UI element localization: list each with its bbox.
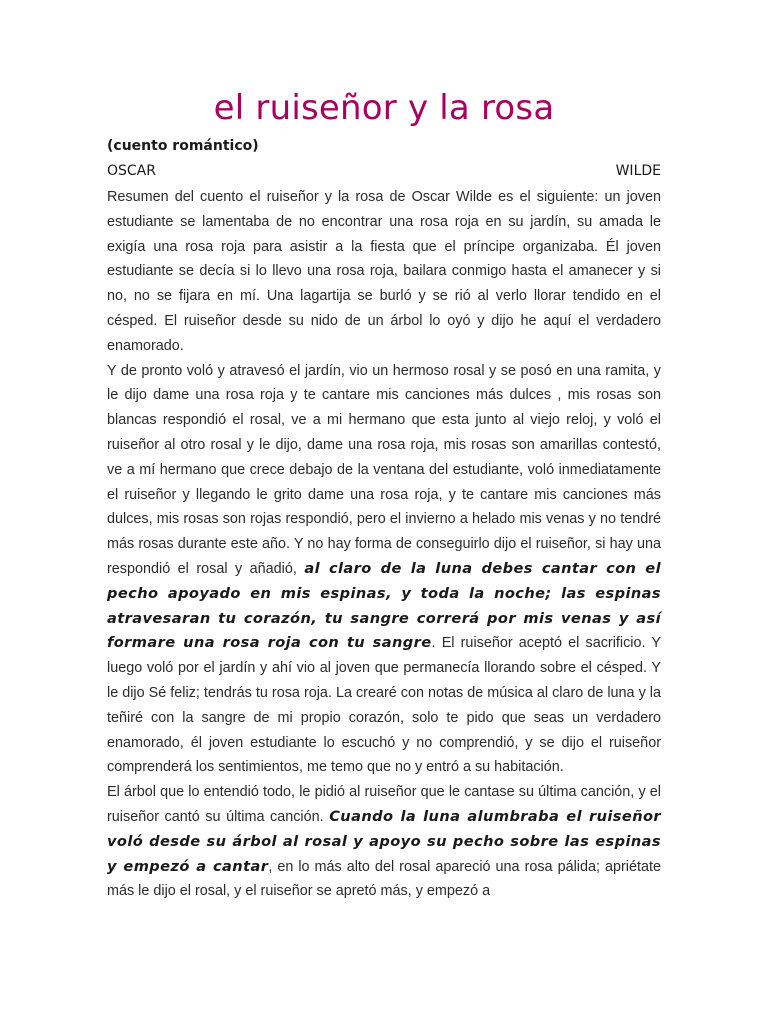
paragraph-2-part-a: Y de pronto voló y atravesó el jardín, vio un hermoso rosal y se posó en una ramita, y le dijo dame una rosa roja y te cantare mis canciones más dulces , mis rosas son blancas respondió el rosal, ve a mi hermano que esta junto al viejo reloj, y voló el ruiseñor al otro rosal y le dijo, dame una rosa roja, mis rosas son amarillas contestó, ve a mí hermano que crece debajo de la ventana del estudiante, voló inmediatamente el ruiseñor y llegando le grito dame una rosa roja, y te cantare mis canciones más dulces, mis rosas son rojas respondió, pero el invierno a helado mis venas y no tendré más rosas durante este año. Y no hay forma de conseguirlo dijo el ruiseñor, si hay una respondió el rosal y añadió, — [107, 362, 661, 577]
document-title: el ruiseñor y la rosa — [213, 88, 555, 128]
document-subtitle: (cuento romántico) — [107, 138, 259, 154]
paragraph-2 — [107, 359, 661, 781]
paragraph-2-part-b: . El ruiseñor aceptó el sacrificio. Y luego voló por el jardín y ahí vio al joven que permanecía llorando sobre el césped. Y le dijo Sé feliz; tendrás tu rosa roja. La crearé con notas de música al claro de luna y la teñiré con la sangre de mi propio corazón, solo te pido que seas un verdadero enamorado, él joven estudiante lo escuchó y no comprendió, y se dijo el ruiseñor comprenderá los sentimientos, me temo que no y entró a su habitación. — [107, 635, 661, 776]
paragraph-3-emphasis: Cuando la luna alumbraba el ruiseñor voló desde su árbol al rosal y apoyo su pecho sobre las espinas y empezó a cantar — [107, 807, 662, 875]
story-body — [107, 185, 661, 904]
author-first-name: OSCAR — [107, 163, 156, 179]
paragraph-3-part-a: El árbol que lo entendió todo, le pidió al ruiseñor que le cantase su última canción, y el ruiseñor cantó su última canción. — [107, 784, 661, 825]
author-last-name: WILDE — [615, 163, 661, 179]
paragraph-1: Resumen del cuento el ruiseñor y la rosa de Oscar Wilde es el siguiente: un joven estudiante se lamentaba de no encontrar una rosa roja en su jardín, su amada le exigía una rosa roja para asistir a la fiesta que el príncipe organizaba. Él joven estudiante se decía si lo llevo una rosa roja, bailara conmigo hasta el amanecer y si no, no se fijara en mí. Una lagartija se burló y se rió al verlo llorar tendido en el césped. El ruiseñor desde su nido de un árbol lo oyó y dijo he aquí el verdadero enamorado. — [107, 189, 661, 354]
paragraph-3 — [107, 780, 661, 904]
paragraph-3-part-b: , en lo más alto del rosal apareció una rosa pálida; apriétate más le dijo el rosal, y el ruiseñor se apretó más, y empezó a — [107, 858, 661, 900]
author-line — [107, 163, 661, 179]
paragraph-2-emphasis: al claro de la luna debes cantar con el pecho apoyado en mis espinas, y toda la noche; las espinas atravesaran tu corazón, tu sangre correrá por mis venas y así formare una rosa roja con tu sangre — [107, 559, 661, 652]
